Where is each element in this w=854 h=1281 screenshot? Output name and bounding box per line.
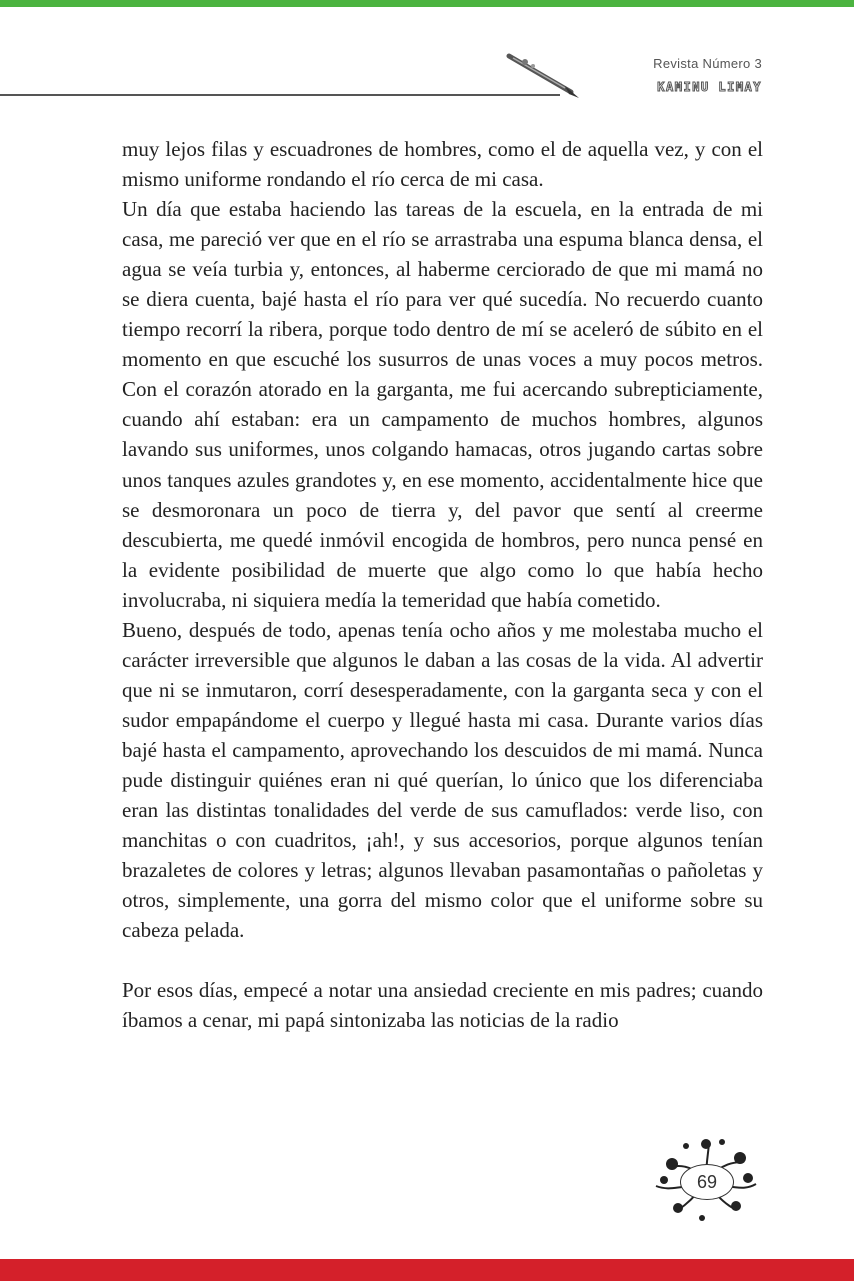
article-body: [122, 134, 763, 1035]
paragraph: Un día que estaba haciendo las tareas de la escuela, en la entrada de mi casa, me pareció ver que en el río se arrastraba una espuma blanca densa, el agua se veía turbia y, entonces, al haberme cerciorado de que mi mamá no se diera cuenta, bajé hasta el río para ver qué sucedía. No recuerdo cuanto tiempo recorrí la ribera, porque todo dentro de mí se aceleró de súbito en el momento en que escuché los susurros de unas voces a muy pocos metros. Con el corazón atorado en la garganta, me fui acercando subrepticiamente, cuando ahí estaban: era un campamento de muchos hombres, algunos lavando sus uniformes, unos colgando hamacas, otros jugando cartas sobre unos tanques azules grandotes y, en ese momento, accidentalmente hice que se desmoronara un poco de tierra y, del pavor que sentí al creerme descubierta, me quedé inmóvil encogida de hombros, pero nunca pensé en la evidente posibilidad de muerte que algo como lo que había hecho involucraba, ni siquiera medía la temeridad que había cometido.: [122, 197, 763, 612]
magazine-name: KAMINU LIMAY: [657, 80, 762, 94]
bottom-color-bar: [0, 1259, 854, 1281]
header-rule: [0, 94, 560, 96]
magazine-issue: Revista Número 3: [653, 56, 762, 71]
paragraph: Bueno, después de todo, apenas tenía ocho años y me molestaba mucho el carácter irreversible que algunos le daban a las cosas de la vida. Al advertir que ni se inmutaron, corrí desesperadamente, con la garganta seca y con el sudor empapándome el cuerpo y llegué hasta mi casa. Durante varios días bajé hasta el campamento, aprovechando los descuidos de mi mamá. Nunca pude distinguir quiénes eran ni qué querían, lo único que los diferenciaba eran las distintas tonalidades del verde de sus camuflados: verde liso, con manchitas o con cuadritos, ¡ah!, y sus accesorios, porque algunos tenían brazaletes de colores y letras; algunos llevaban pasamontañas o pañoletas y otros, simplemente, una gorra del mismo color que el uniforme sobre su cabeza pelada.: [122, 617, 763, 943]
paragraph: Por esos días, empecé a notar una ansiedad creciente en mis padres; cuando íbamos a cenar, mi papá sintonizaba las noticias de la radio: [122, 978, 763, 1033]
page-number: 69: [680, 1164, 734, 1200]
paragraph: muy lejos filas y escuadrones de hombres, como el de aquella vez, y con el mismo uniforme rondando el río cerca de mi casa.: [122, 137, 763, 192]
fountain-pen-icon: [505, 52, 581, 102]
top-color-bar: [0, 0, 854, 7]
